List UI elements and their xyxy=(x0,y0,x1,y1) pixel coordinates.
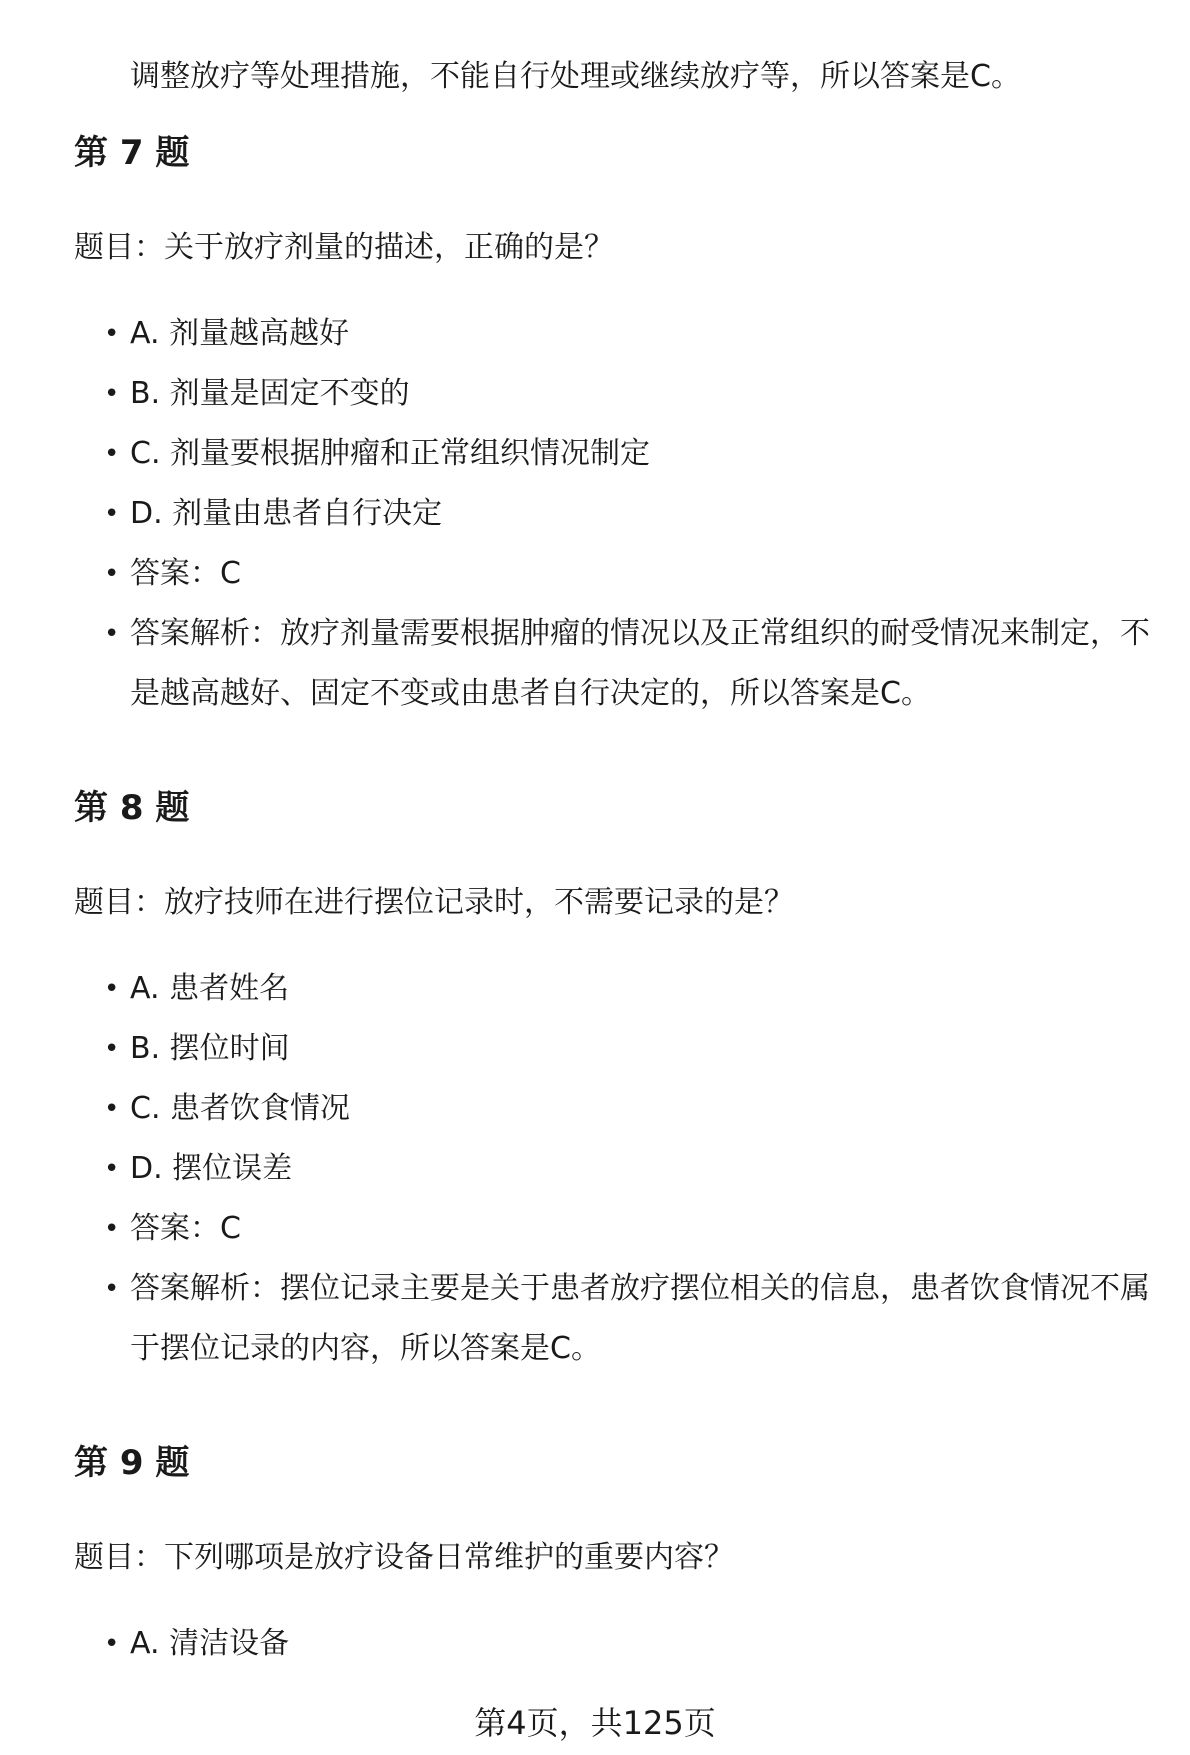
answer-explanation xyxy=(74,604,1164,724)
answer-explanation xyxy=(74,1259,1164,1379)
bullet-icon: • xyxy=(104,499,120,529)
option-b xyxy=(74,364,1164,424)
option-text: A. 清洁设备 xyxy=(130,1626,290,1661)
option-a xyxy=(74,959,1164,1019)
answer xyxy=(74,544,1164,604)
option-d xyxy=(74,484,1164,544)
option-text: A. 患者姓名 xyxy=(130,971,290,1006)
bullet-icon: • xyxy=(104,1274,120,1304)
option-text: B. 剂量是固定不变的 xyxy=(130,376,410,411)
bullet-icon: • xyxy=(104,1034,120,1064)
bullet-icon: • xyxy=(104,619,120,649)
explanation-text: 答案解析：摆位记录主要是关于患者放疗摆位相关的信息，患者饮食情况不属于摆位记录的内容，所以答案是C。 xyxy=(130,1271,1150,1366)
option-list xyxy=(74,304,1164,724)
option-list xyxy=(74,1614,1164,1674)
continued-explanation-text: 调整放疗等处理措施，不能自行处理或继续放疗等，所以答案是C。 xyxy=(130,59,1021,94)
question-8 xyxy=(74,788,1164,1379)
question-title: 第 9 题 xyxy=(74,1443,190,1483)
bullet-icon: • xyxy=(104,379,120,409)
page-number-footer: 第4页，共125页 xyxy=(474,1704,716,1742)
option-text: A. 剂量越高越好 xyxy=(130,316,350,351)
question-7 xyxy=(74,133,1164,724)
bullet-icon: • xyxy=(104,1094,120,1124)
option-list xyxy=(74,959,1164,1379)
option-d xyxy=(74,1139,1164,1199)
option-text: C. 患者饮食情况 xyxy=(130,1091,351,1126)
option-c xyxy=(74,424,1164,484)
bullet-icon: • xyxy=(104,439,120,469)
option-c xyxy=(74,1079,1164,1139)
bullet-icon: • xyxy=(104,1154,120,1184)
answer xyxy=(74,1199,1164,1259)
question-title: 第 7 题 xyxy=(74,133,190,173)
bullet-icon: • xyxy=(104,974,120,1004)
bullet-icon: • xyxy=(104,1629,120,1659)
bullet-icon: • xyxy=(104,559,120,589)
explanation-text: 答案解析：放疗剂量需要根据肿瘤的情况以及正常组织的耐受情况来制定，不是越高越好、固定不变或由患者自行决定的，所以答案是C。 xyxy=(130,616,1150,711)
option-a xyxy=(74,1614,1164,1674)
question-stem: 题目：关于放疗剂量的描述，正确的是？ xyxy=(74,230,614,265)
question-9 xyxy=(74,1443,1164,1674)
option-text: D. 摆位误差 xyxy=(130,1151,293,1186)
option-b xyxy=(74,1019,1164,1079)
question-title: 第 8 题 xyxy=(74,788,190,828)
bullet-icon: • xyxy=(104,1214,120,1244)
question-stem: 题目：放疗技师在进行摆位记录时，不需要记录的是？ xyxy=(74,885,794,920)
option-a xyxy=(74,304,1164,364)
option-text: C. 剂量要根据肿瘤和正常组织情况制定 xyxy=(130,436,651,471)
option-text: B. 摆位时间 xyxy=(130,1031,290,1066)
bullet-icon: • xyxy=(104,319,120,349)
option-text: D. 剂量由患者自行决定 xyxy=(130,496,443,531)
question-stem: 题目：下列哪项是放疗设备日常维护的重要内容？ xyxy=(74,1540,734,1575)
answer-text: 答案：C xyxy=(130,556,241,591)
answer-text: 答案：C xyxy=(130,1211,241,1246)
